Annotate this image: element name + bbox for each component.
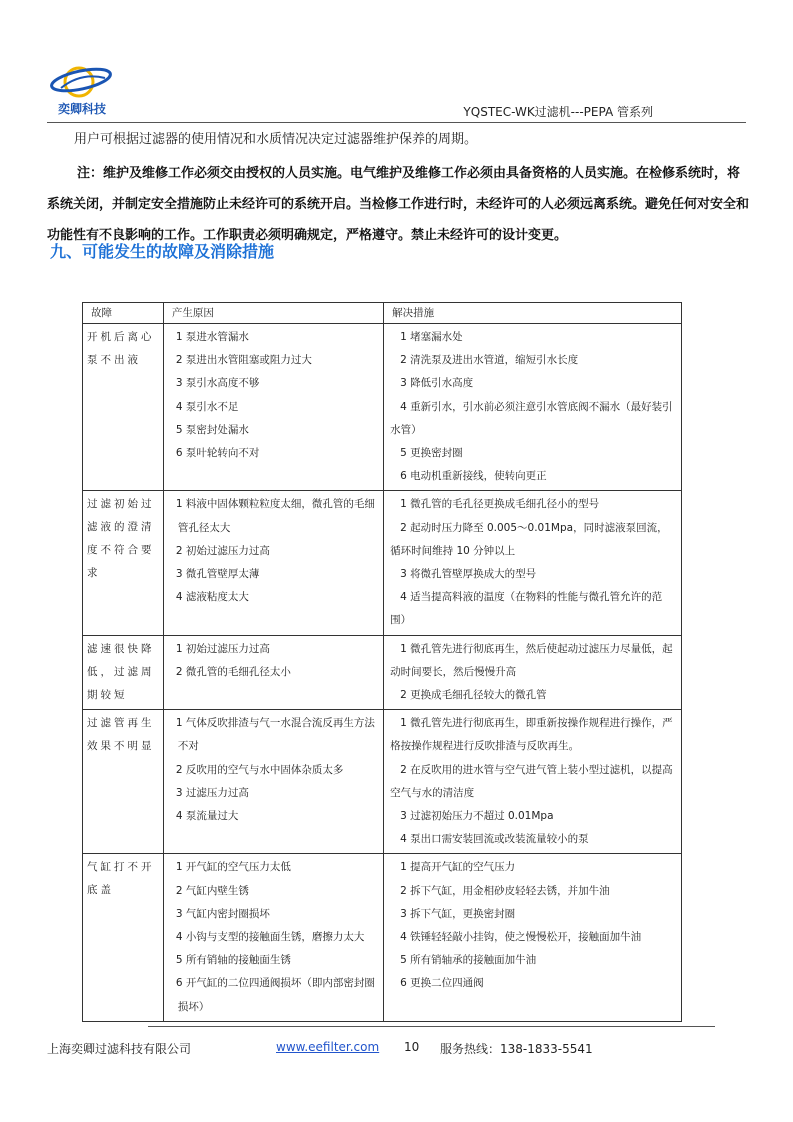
fault-label: 滤速很快降低，过滤周期较短 [87,642,155,701]
solution-cell [384,635,682,710]
cause-item: 2 初始过滤压力过高 [175,544,270,557]
cause-item: 3 微孔管壁厚太薄 [175,568,260,581]
table-row [83,324,682,491]
cause-item: 3 气缸内密封圈损坏 [175,907,270,920]
cause-item: 2 反吹用的空气与水中固体杂质太多 [175,763,344,776]
cause-item: 4 滤液粘度太大 [175,591,249,604]
cause-item: 6 泵叶轮转向不对 [175,447,260,460]
cause-item: 1 料液中固体颗粒粒度太细，微孔管的毛细管孔径太大 [175,498,375,534]
footer-hotline: 服务热线：138-1833-5541 [440,1042,593,1056]
solution-cell [384,710,682,854]
table-row [83,710,682,854]
solution-item: 1 微孔管先进行彻底再生，然后使起动过滤压力尽量低，起动时间要长，然后慢慢升高 [390,642,673,678]
solution-item: 4 适当提高料液的温度（在物料的性能与微孔管允许的范围） [390,591,663,627]
company-logo [47,58,117,120]
fault-label: 开机后离心泵不出液 [87,331,155,366]
table-header-row [83,303,682,324]
cause-cell [163,710,383,854]
cause-item: 1 泵进水管漏水 [175,331,249,343]
fault-cell [83,324,164,491]
solution-item: 6 更换二位四通阀 [400,977,484,990]
cause-cell [163,324,383,491]
cause-item: 5 泵密封处漏水 [175,423,249,436]
solution-item: 2 更换成毛细孔径较大的微孔管 [400,689,547,702]
footer-divider [148,1026,715,1027]
header-cause: 产生原因 [163,303,383,324]
solution-item: 1 堵塞漏水处 [400,331,463,343]
fault-cell [83,710,164,854]
fault-label: 气缸打不开底盖 [87,861,155,897]
fault-cell [83,491,164,635]
solution-cell [384,854,682,1021]
logo-orbit-icon [47,58,117,104]
solution-item: 2 清洗泵及进出水管道，缩短引水长度 [400,354,579,367]
page-number: 10 [404,1040,420,1054]
header-solution: 解决措施 [384,303,682,324]
solution-item: 3 将微孔管壁厚换成大的型号 [400,568,537,581]
cause-item: 1 初始过滤压力过高 [175,642,270,655]
table-row [83,635,682,710]
cause-item: 2 泵进出水管阻塞或阻力过大 [175,354,312,367]
cause-item: 4 泵引水不足 [175,400,239,413]
solution-item: 1 微孔管先进行彻底再生，即重新按操作规程进行操作，严格按操作规程进行反吹排渣与反吹再生。 [390,717,673,753]
cause-cell [163,491,383,635]
fault-label: 过滤管再生效果不明显 [87,717,155,753]
solution-item: 3 过滤初始压力不超过 0.01Mpa [400,810,554,823]
table-row [83,491,682,635]
cause-item: 1 开气缸的空气压力太低 [175,861,291,874]
cause-item: 3 泵引水高度不够 [175,377,260,390]
cause-item: 4 泵流量过大 [175,810,239,823]
solution-item: 4 铁锤轻轻敲小挂钩，使之慢慢松开，接触面加牛油 [400,931,642,944]
fault-label: 过滤初始过滤液的澄清度不符合要求 [87,498,155,580]
fault-table [82,302,682,1022]
section-title: 九、可能发生的故障及消除措施 [50,242,275,261]
footer-website-link[interactable]: www.eefilter.com [276,1040,380,1054]
header-divider [47,122,746,123]
solution-cell [384,491,682,635]
solution-item: 1 提高开气缸的空气压力 [400,861,516,874]
solution-item: 5 更换密封圈 [400,447,463,460]
solution-item: 2 在反吹用的进水管与空气进气管上装小型过滤机，以提高空气与水的清洁度 [390,763,673,799]
cause-item: 3 过滤压力过高 [175,786,249,799]
fault-cell [83,854,164,1021]
cause-cell [163,635,383,710]
solution-item: 5 所有销轴承的接触面加牛油 [400,954,537,967]
solution-item: 3 降低引水高度 [400,377,474,390]
solution-item: 2 拆下气缸，用金相砂皮轻轻去锈，并加牛油 [400,884,610,897]
safety-note: 注：维护及维修工作必须交由授权的人员实施。电气维护及维修工作必须由具备资格的人员实施。在检修系统时，将系统关闭，并制定安全措施防止未经许可的系统开启。当检修工作进行时，未经许可的人必须远离系统。避免任何对安全和功能性有不良影响的工作。工作职责必须明确规定，严格遵守。禁止未经许可的设计变更。 [47,166,750,243]
fault-cell [83,635,164,710]
footer-company: 上海奕卿过滤科技有限公司 [47,1042,192,1056]
cause-item: 4 小钩与支型的接触面生锈，磨擦力太大 [175,931,365,944]
header-title: YQSTEC-WK过滤机---PEPA 管系列 [463,105,653,119]
table-row [83,854,682,1021]
cause-item: 1 气体反吹排渣与气一水混合流反再生方法不对 [175,717,375,753]
cause-item: 6 开气缸的二位四通阀损坏（即内部密封圈损坏） [175,977,375,1013]
solution-item: 4 泵出口需安装回流或改装流量较小的泵 [400,833,589,846]
cause-item: 2 气缸内壁生锈 [175,884,249,897]
cause-item: 2 微孔管的毛细孔径太小 [175,665,291,678]
solution-cell [384,324,682,491]
intro-paragraph: 用户可根据过滤器的使用情况和水质情况决定过滤器维护保养的周期。 [74,132,478,147]
cause-item: 5 所有销轴的接触面生锈 [175,954,291,967]
header-fault: 故障 [83,303,164,324]
solution-item: 4 重新引水，引水前必须注意引水管底阀不漏水（最好装引水管） [390,400,673,436]
solution-item: 1 微孔管的毛孔径更换成毛细孔径小的型号 [400,498,600,511]
cause-cell [163,854,383,1021]
solution-item: 3 拆下气缸，更换密封圈 [400,907,516,920]
solution-item: 2 起动时压力降至 0.005～0.01Mpa，同时滤液泵回流，循环时间维持 10 分钟以上 [390,521,668,557]
logo-text: 奕卿科技 [57,102,106,116]
solution-item: 6 电动机重新接线，使转向更正 [400,470,547,483]
